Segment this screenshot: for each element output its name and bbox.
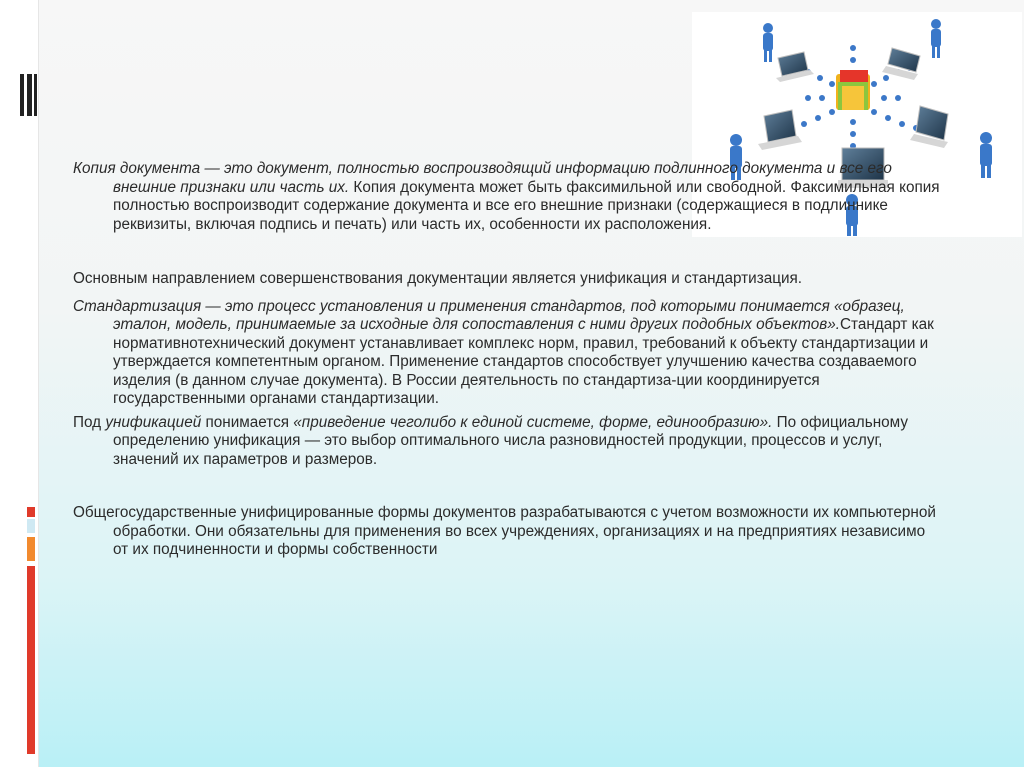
copy-types-text: Копия документа может быть факсимильной или свободной. Факсимильная копия полностью воспроизводит содержание документа и все его внешние признаки (содержащиеся в подлиннике реквизиты, включая подпись и печать) или часть их, особенности их расположения. xyxy=(113,178,940,233)
unification-verb-text: понимается xyxy=(201,413,294,431)
paragraph-unification xyxy=(73,414,943,470)
unification-quote: «приведение чеголибо к единой системе, форме, единообразию». xyxy=(293,413,773,431)
unification-official-text: По официальному определению унификация — это выбор оптимального числа разновидностей продукции, процессов и услуг, значений их параметров и размеров. xyxy=(113,413,908,468)
unification-prefix-text: Под xyxy=(73,413,106,431)
accent-stripe-red-top xyxy=(27,507,35,517)
margin-divider xyxy=(38,0,39,767)
paragraph-copy-definition xyxy=(73,160,943,234)
copy-definition-text: Копия документа — это документ, полностью воспроизводящий информацию подлинного документа и все его внешние признаки или часть их. xyxy=(73,160,892,196)
slide-body xyxy=(73,160,943,560)
unification-term: унификацией xyxy=(105,413,202,431)
unified-forms-text: Общегосударственные унифицированные формы документов разрабатываются с учетом возможности их компьютерной обработки. Они обязательны для применения во всех учреждениях, организациях и на предприятиях независимо от их подчиненности и формы собственности xyxy=(73,504,936,558)
paragraph-unified-forms xyxy=(73,504,943,560)
paragraph-standardization xyxy=(73,298,943,409)
accent-stripe-blue xyxy=(27,519,35,533)
accent-stripe-red-bottom xyxy=(27,566,35,754)
accent-stripe-orange xyxy=(27,537,35,561)
standardization-definition-text: Стандартизация — это процесс установления и применения стандартов, под которыми понимается «образец, эталон, модель, принимаемые за исходные для сопоставления с ними других подобных объектов». xyxy=(73,297,905,333)
standard-description-text: Стандарт как нормативнотехнический документ устанавливает комплекс норм, правил, требований к объекту стандартизации и утверждается компетентным органом. Применение стандартов способствует улучшению качества создаваемого изделия (в данном случае документа). В России деятельность по стандартиза-ции координируется государственными органами стандартизации. xyxy=(113,316,934,407)
paragraph-main-direction xyxy=(73,270,943,289)
main-direction-text: Основным направлением совершенствования документации является унификация и стандартизация. xyxy=(73,270,803,287)
